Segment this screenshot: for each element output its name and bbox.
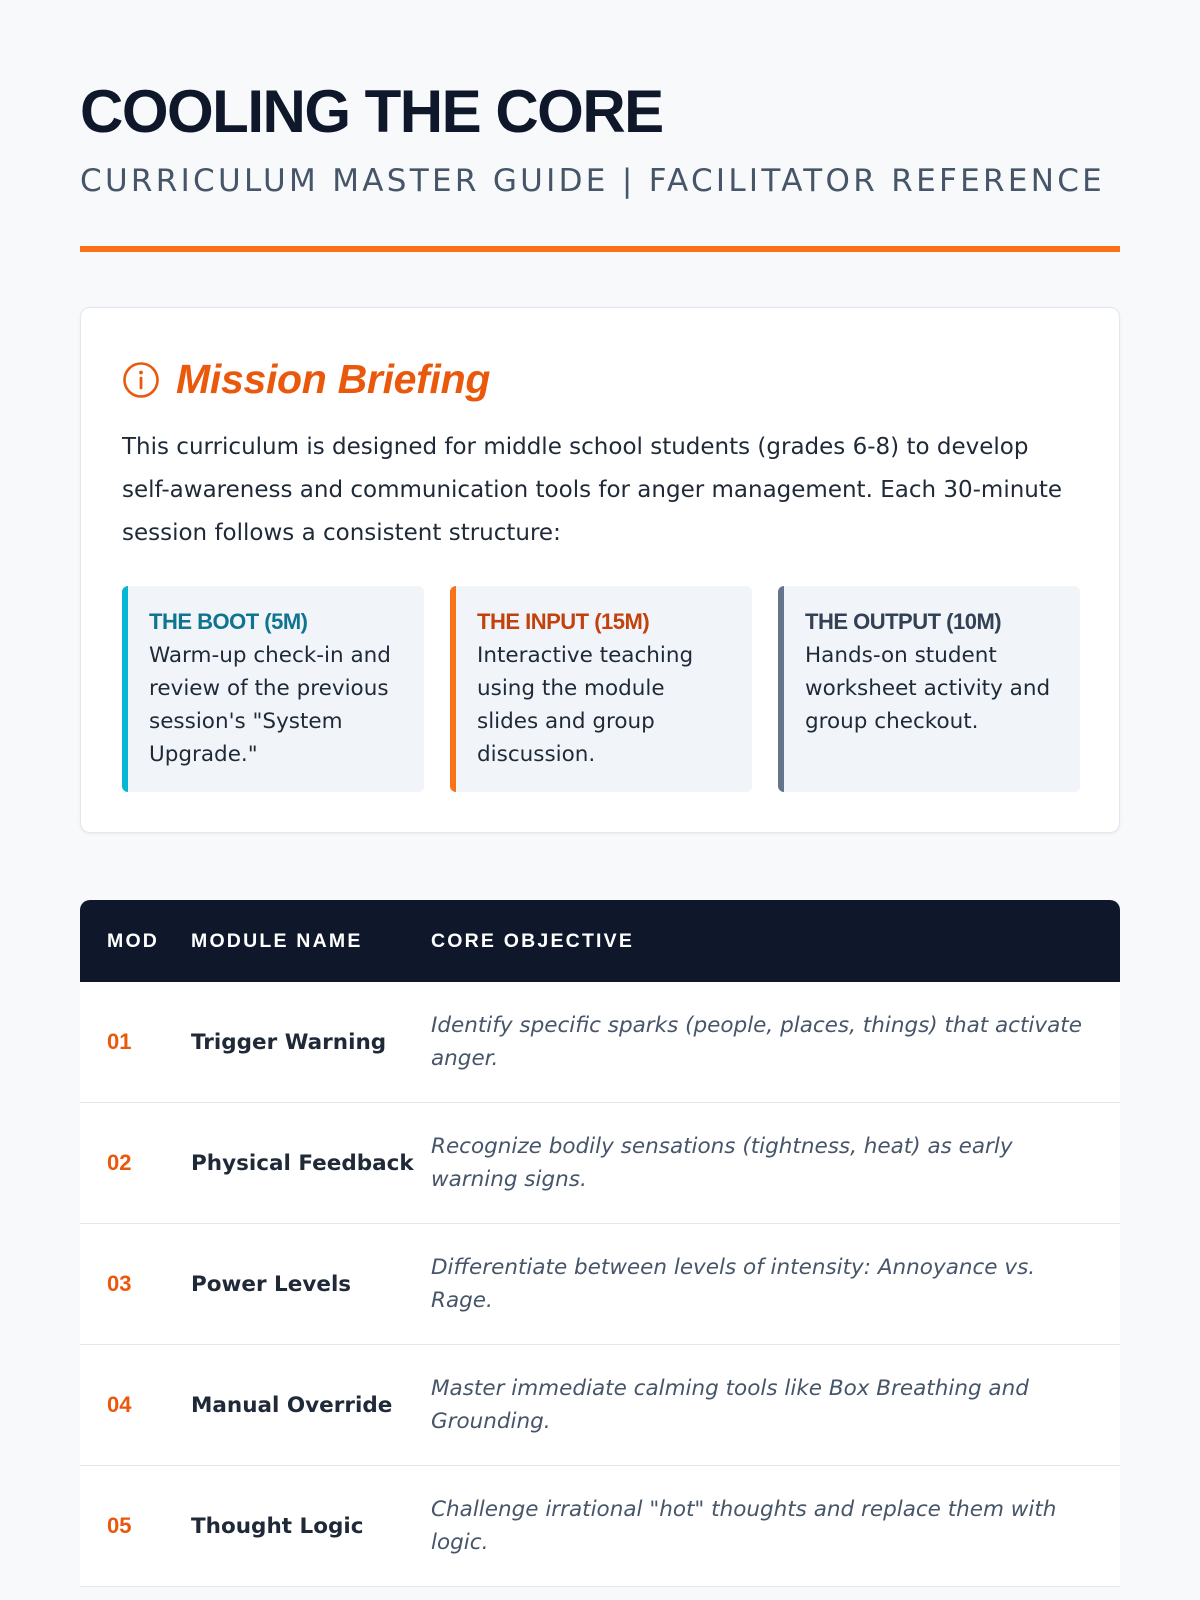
module-table bbox=[80, 900, 1120, 1587]
step-label: THE OUTPUT (10M) bbox=[805, 609, 1002, 634]
session-structure bbox=[122, 586, 1080, 792]
module-name: Physical Feedback bbox=[191, 1150, 414, 1176]
info-icon bbox=[122, 361, 160, 399]
column-header-core-objective: CORE OBJECTIVE bbox=[431, 929, 635, 952]
step-the-boot bbox=[122, 586, 424, 792]
header-divider bbox=[80, 246, 1120, 252]
module-name: Thought Logic bbox=[191, 1513, 364, 1539]
step-the-output bbox=[778, 586, 1080, 792]
column-header-module-name: MODULE NAME bbox=[191, 929, 363, 952]
module-number: 03 bbox=[107, 1271, 132, 1296]
table-row bbox=[80, 1103, 1120, 1224]
module-objective: Master immediate calming tools like Box Breathing and Grounding. bbox=[431, 1376, 1029, 1434]
table-row bbox=[80, 1224, 1120, 1345]
page-subtitle: CURRICULUM MASTER GUIDE | FACILITATOR REFERENCE bbox=[80, 163, 1106, 199]
step-description: Interactive teaching using the module slides and group discussion. bbox=[477, 643, 694, 767]
step-the-input bbox=[450, 586, 752, 792]
module-name: Trigger Warning bbox=[191, 1029, 387, 1055]
step-description: Hands-on student worksheet activity and group checkout. bbox=[805, 643, 1051, 734]
mission-briefing-heading bbox=[122, 356, 490, 403]
module-number: 01 bbox=[107, 1029, 132, 1054]
step-label: THE INPUT (15M) bbox=[477, 609, 650, 634]
mission-briefing-title: Mission Briefing bbox=[176, 356, 491, 402]
table-header bbox=[80, 900, 1120, 982]
table-row bbox=[80, 1466, 1120, 1587]
column-header-mod: MOD bbox=[107, 929, 160, 952]
module-number: 05 bbox=[107, 1513, 132, 1538]
step-description: Warm-up check-in and review of the previous session's "System Upgrade." bbox=[149, 643, 391, 767]
module-objective: Identify specific sparks (people, places, things) that activate anger. bbox=[431, 1013, 1082, 1071]
module-name: Power Levels bbox=[191, 1271, 352, 1297]
module-objective: Differentiate between levels of intensity: Annoyance vs. Rage. bbox=[431, 1255, 1036, 1313]
module-objective: Recognize bodily sensations (tightness, heat) as early warning signs. bbox=[431, 1134, 1013, 1192]
module-number: 04 bbox=[107, 1392, 132, 1417]
table-row bbox=[80, 1345, 1120, 1466]
module-number: 02 bbox=[107, 1150, 132, 1175]
page-title: COOLING THE CORE bbox=[80, 78, 663, 145]
module-objective: Challenge irrational "hot" thoughts and replace them with logic. bbox=[431, 1497, 1057, 1555]
step-label: THE BOOT (5M) bbox=[149, 609, 308, 634]
mission-briefing-text: This curriculum is designed for middle school students (grades 6-8) to develop self-awareness and communication tools for anger management. Each 30-minute session follows a consistent structure: bbox=[122, 434, 1063, 546]
module-name: Manual Override bbox=[191, 1392, 393, 1418]
mission-briefing-card bbox=[80, 307, 1120, 833]
table-row bbox=[80, 982, 1120, 1103]
